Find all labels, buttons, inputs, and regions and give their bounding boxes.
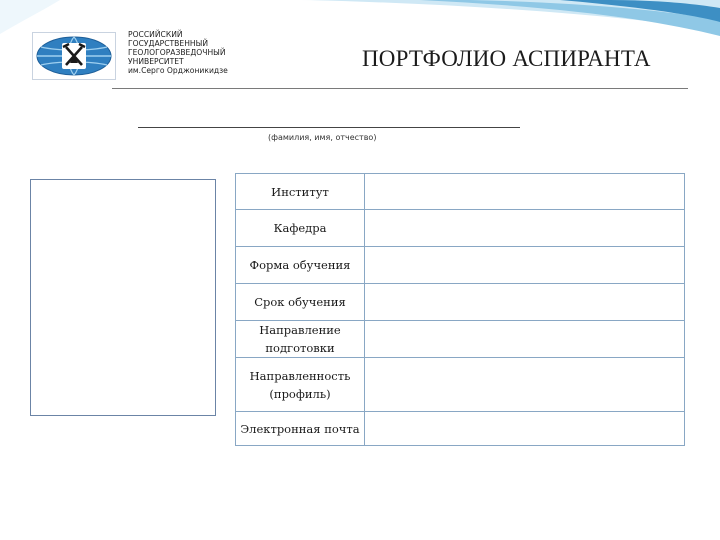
label-text: (профиль): [269, 386, 331, 401]
row-label-study-period: [236, 284, 365, 321]
table-row: [236, 284, 685, 321]
study-period-value-cell[interactable]: [365, 284, 685, 321]
row-label-department: [236, 210, 365, 247]
page-title: ПОРТФОЛИО АСПИРАНТА: [362, 46, 651, 71]
university-name-line: УНИВЕРСИТЕТ: [128, 57, 184, 66]
full-name-field[interactable]: [138, 127, 520, 128]
row-label-study-form: [236, 247, 365, 284]
university-name-line: им.Серго Орджоникидзе: [128, 66, 228, 75]
table-row: [236, 358, 685, 412]
university-name-line: ГЕОЛОГОРАЗВЕДОЧНЫЙ: [128, 48, 226, 57]
study-form-value-cell[interactable]: [365, 247, 685, 284]
photo-placeholder-box[interactable]: [30, 179, 216, 416]
row-label-email: [236, 412, 365, 446]
label-text: Направленность: [249, 368, 351, 383]
table-row: [236, 174, 685, 210]
label-text: Форма обучения: [249, 258, 351, 272]
table-row: [236, 412, 685, 446]
university-name-line: РОССИЙСКИЙ: [128, 30, 183, 39]
student-info-table: [235, 173, 685, 446]
label-text: Срок обучения: [254, 295, 346, 309]
header-divider: [112, 88, 688, 89]
full-name-hint: (фамилия, имя, отчество): [268, 133, 377, 142]
row-label-training-direction: [236, 321, 365, 358]
table-row: [236, 247, 685, 284]
university-name: [128, 30, 258, 75]
table-row: [236, 210, 685, 247]
label-text: подготовки: [265, 341, 335, 355]
university-logo: [32, 32, 116, 80]
globe-emblem-icon: [33, 33, 115, 79]
label-text: Электронная почта: [240, 421, 360, 436]
row-label-institute: [236, 174, 365, 210]
specialization-value-cell[interactable]: [365, 358, 685, 412]
training-direction-value-cell[interactable]: [365, 321, 685, 358]
institute-value-cell[interactable]: [365, 174, 685, 210]
university-name-line: ГОСУДАРСТВЕННЫЙ: [128, 39, 208, 48]
label-text: Кафедра: [273, 221, 327, 235]
email-value-cell[interactable]: [365, 412, 685, 446]
row-label-specialization: [236, 358, 365, 412]
department-value-cell[interactable]: [365, 210, 685, 247]
label-text: Направление: [259, 323, 341, 337]
label-text: Институт: [271, 184, 329, 199]
table-row: [236, 321, 685, 358]
